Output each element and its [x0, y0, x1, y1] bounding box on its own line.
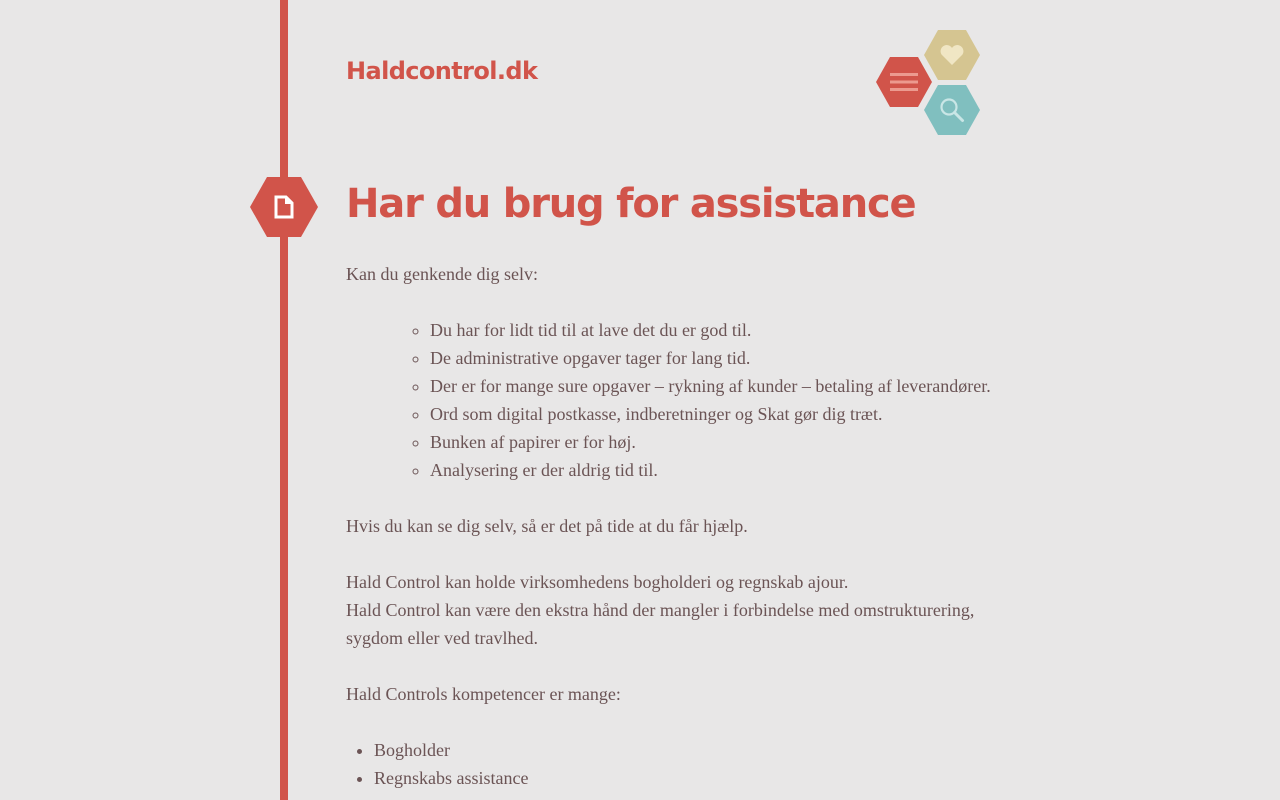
menu-icon: [890, 71, 918, 93]
search-button[interactable]: [924, 85, 980, 135]
list-item: ◦ Analysering er der aldrig tid til.: [430, 456, 996, 484]
favorites-button[interactable]: [924, 30, 980, 80]
list-item: ◦ Du har for lidt tid til at lave det du er god til.: [430, 316, 996, 344]
offer-paragraph: [346, 568, 996, 652]
competence-intro: Hald Controls kompetencer er mange:: [346, 684, 621, 704]
post-format-badge: [250, 177, 318, 237]
entry-content: [346, 260, 996, 800]
list-item: • Bogholder: [374, 736, 996, 764]
list-item: ◦ Bunken af papirer er for høj.: [430, 428, 996, 456]
heart-icon: [939, 44, 965, 66]
search-icon: [939, 97, 965, 123]
page-title: Har du brug for assistance: [346, 181, 916, 227]
situations-list: [346, 316, 996, 484]
help-paragraph: Hvis du kan se dig selv, så er det på tide at du får hjælp.: [346, 516, 748, 536]
list-item: ◦ Der er for mange sure opgaver – rykning af kunder – betaling af leverandører.: [430, 372, 996, 400]
menu-button[interactable]: [876, 57, 932, 107]
list-item: ◦ Ord som digital postkasse, indberetninger og Skat gør dig træt.: [430, 400, 996, 428]
site-title-link[interactable]: Haldcontrol.dk: [346, 57, 538, 85]
document-icon: [274, 195, 294, 219]
list-item: • Regnskabs assistance: [374, 764, 996, 792]
competences-list: [346, 736, 996, 792]
timeline-line: [280, 0, 288, 800]
offer-line: Hald Control kan være den ekstra hånd der mangler i forbindelse med omstrukturering, sygdom eller ved travlhed.: [346, 600, 975, 648]
offer-line: Hald Control kan holde virksomhedens bogholderi og regnskab ajour.: [346, 572, 849, 592]
list-item: ◦ De administrative opgaver tager for lang tid.: [430, 344, 996, 372]
intro-paragraph: Kan du genkende dig selv:: [346, 264, 538, 284]
